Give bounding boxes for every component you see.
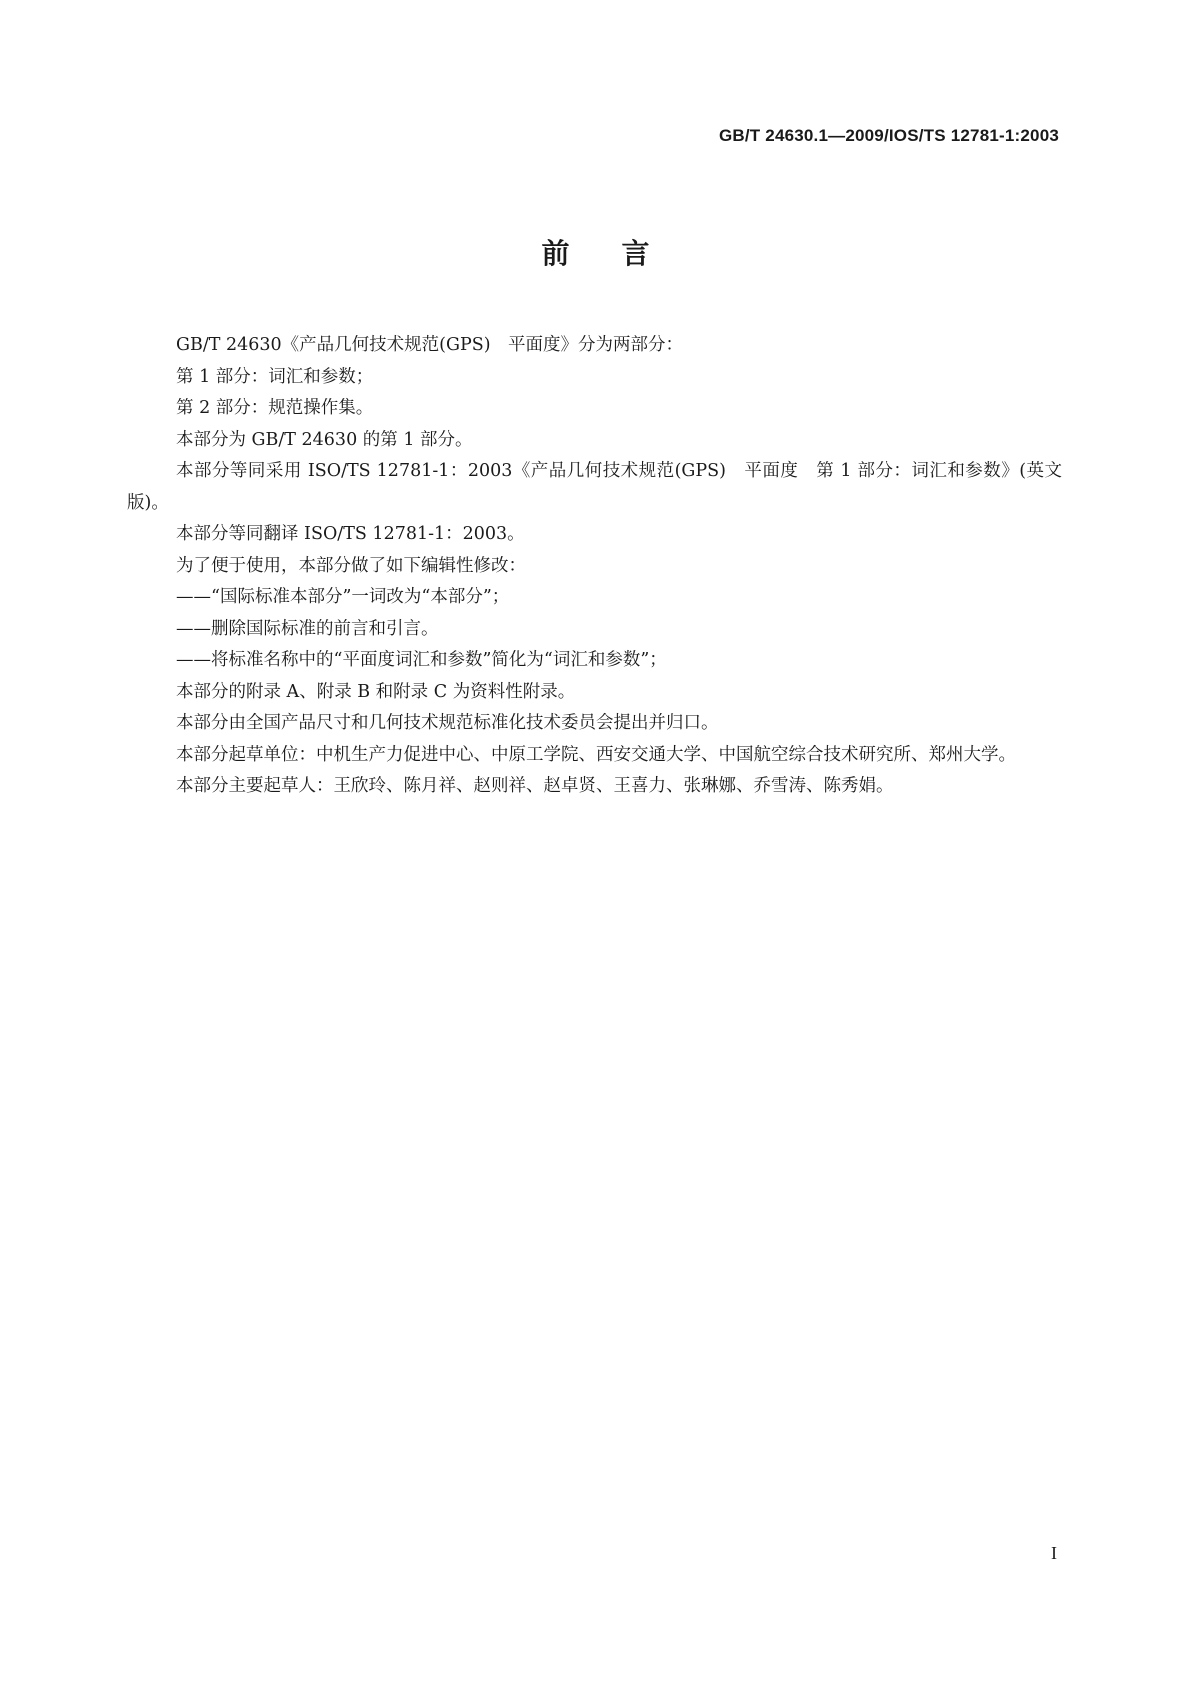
page-number: I [1051, 1543, 1057, 1563]
page-title: 前言 [541, 237, 702, 270]
paragraph: ——删除国际标准的前言和引言。 [176, 618, 439, 639]
paragraph: 第 1 部分：词汇和参数； [176, 366, 374, 387]
paragraph: 本部分起草单位：中机生产力促进中心、中原工学院、西安交通大学、中国航空综合技术研究所、郑州大学。 [176, 744, 1016, 765]
paragraph: 本部分等同采用 ISO/TS 12781-1：2003《产品几何技术规范(GPS) 平面度 第 1 部分：词汇和参数》(英文版)。 [127, 461, 1062, 513]
paragraph: GB/T 24630《产品几何技术规范(GPS) 平面度》分为两部分： [176, 335, 684, 355]
paragraph: 本部分的附录 A、附录 B 和附录 C 为资料性附录。 [176, 681, 576, 702]
paragraph: 本部分由全国产品尺寸和几何技术规范标准化技术委员会提出并归口。 [176, 713, 719, 733]
paragraph: 本部分等同翻译 ISO/TS 12781-1：2003。 [176, 524, 525, 544]
paragraph: 本部分主要起草人：王欣玲、陈月祥、赵则祥、赵卓贤、王喜力、张琳娜、乔雪涛、陈秀娟。 [176, 776, 894, 796]
paragraph: ——“国际标准本部分”一词改为“本部分”； [176, 587, 510, 607]
paragraph: ——将标准名称中的“平面度词汇和参数”简化为“词汇和参数”； [176, 650, 667, 670]
standard-code: GB/T 24630.1—2009/IOS/TS 12781-1:2003 [718, 126, 1059, 145]
paragraph: 本部分为 GB/T 24630 的第 1 部分。 [176, 429, 473, 450]
foreword-body [127, 330, 1062, 803]
paragraph: 第 2 部分：规范操作集。 [176, 398, 374, 418]
paragraph: 为了便于使用，本部分做了如下编辑性修改： [176, 555, 526, 576]
